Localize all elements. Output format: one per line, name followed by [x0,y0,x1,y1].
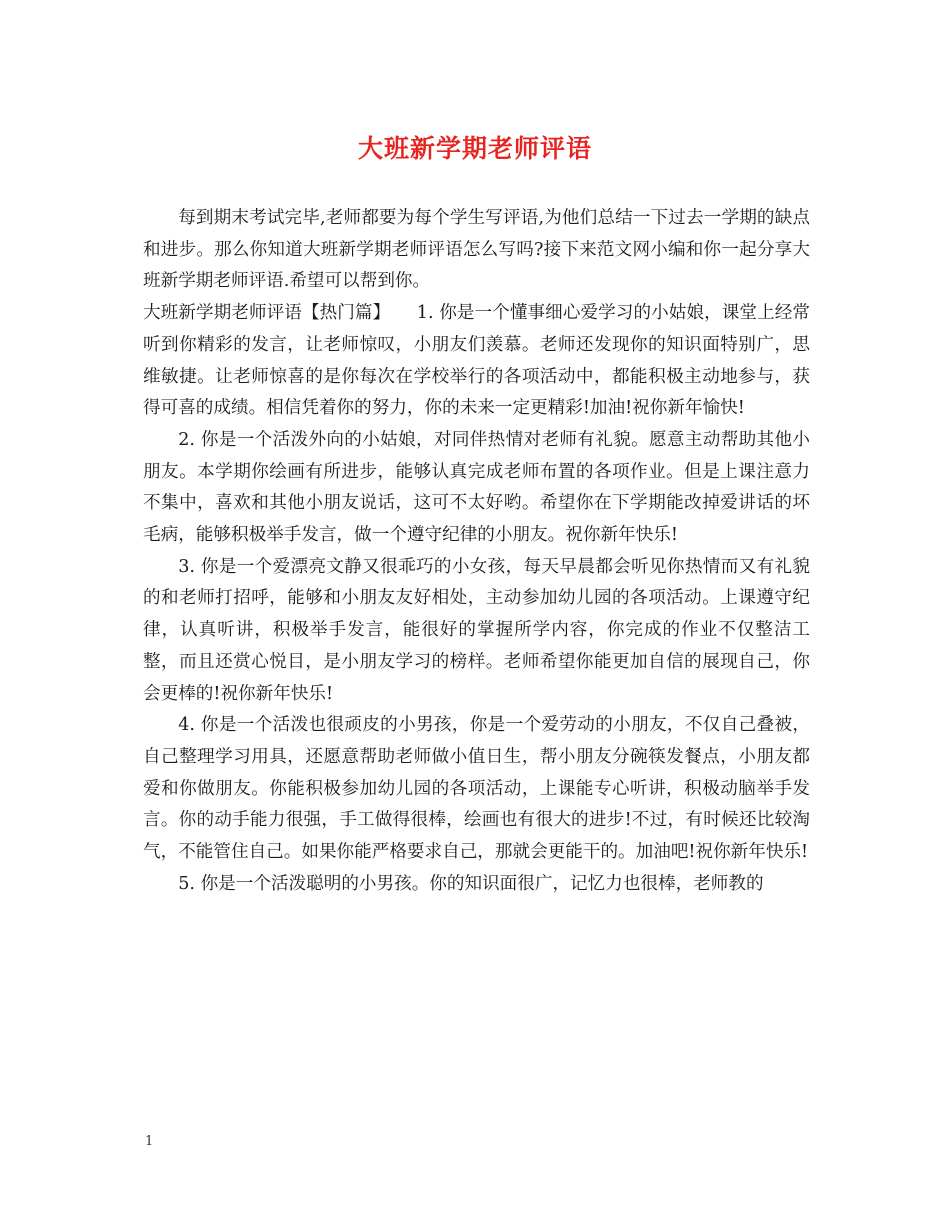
comment-paragraph-4: 4. 你是一个活泼也很顽皮的小男孩，你是一个爱劳动的小朋友，不仅自己叠被，自己整理学习用具，还愿意帮助老师做小值日生，帮小朋友分碗筷发餐点，小朋友都爱和你做朋友。你能积极参加幼儿园的各项活动，上课能专心听讲，积极动脑举手发言。你的动手能力很强，手工做得很棒，绘画也有很大的进步!不过，有时候还比较淘气，不能管住自己。如果你能严格要求自己，那就会更能干的。加油吧!祝你新年快乐! [143,715,810,863]
page-number: 1 [145,1134,154,1149]
comment-paragraph-3: 3. 你是一个爱漂亮文静又很乖巧的小女孩，每天早晨都会听见你热情而又有礼貌的和老师打招呼，能够和小朋友友好相处，主动参加幼儿园的各项活动。上课遵守纪律，认真听讲，积极举手发言，能很好的掌握所学内容，你完成的作业不仅整洁工整，而且还赏心悦目，是小朋友学习的榜样。老师希望你能更加自信的展现自己，你会更棒的!祝你新年快乐! [143,556,810,704]
page-title: 大班新学期老师评语 [357,134,592,163]
comment-paragraph-5: 5. 你是一个活泼聪明的小男孩。你的知识面很广，记忆力也很棒，老师教的 [178,873,764,894]
intro-paragraph: 每到期末考试完毕,老师都要为每个学生写评语,为他们总结一下过去一学期的缺点和进步。那么你知道大班新学期老师评语怎么写吗?接下来范文网小编和你一起分享大班新学期老师评语.希望可以帮到你。 [143,208,810,292]
comment-paragraph-2: 2. 你是一个活泼外向的小姑娘，对同伴热情对老师有礼貌。愿意主动帮助其他小朋友。本学期你绘画有所进步，能够认真完成老师布置的各项作业。但是上课注意力不集中，喜欢和其他小朋友说话，这可不太好哟。希望你在下学期能改掉爱讲话的坏毛病，能够积极举手发言，做一个遵守纪律的小朋友。祝你新年快乐! [143,429,810,546]
comment-paragraph-1: 大班新学期老师评语【热门篇】 1. 你是一个懂事细心爱学习的小姑娘，课堂上经常听到你精彩的发言，让老师惊叹，小朋友们羡慕。老师还发现你的知识面特别广，思维敏捷。让老师惊喜的是你每次在学校举行的各项活动中，都能积极主动地参与，获得可喜的成绩。相信凭着你的努力，你的未来一定更精彩!加油!祝你新年愉快! [143,303,810,419]
document-body [143,203,810,900]
